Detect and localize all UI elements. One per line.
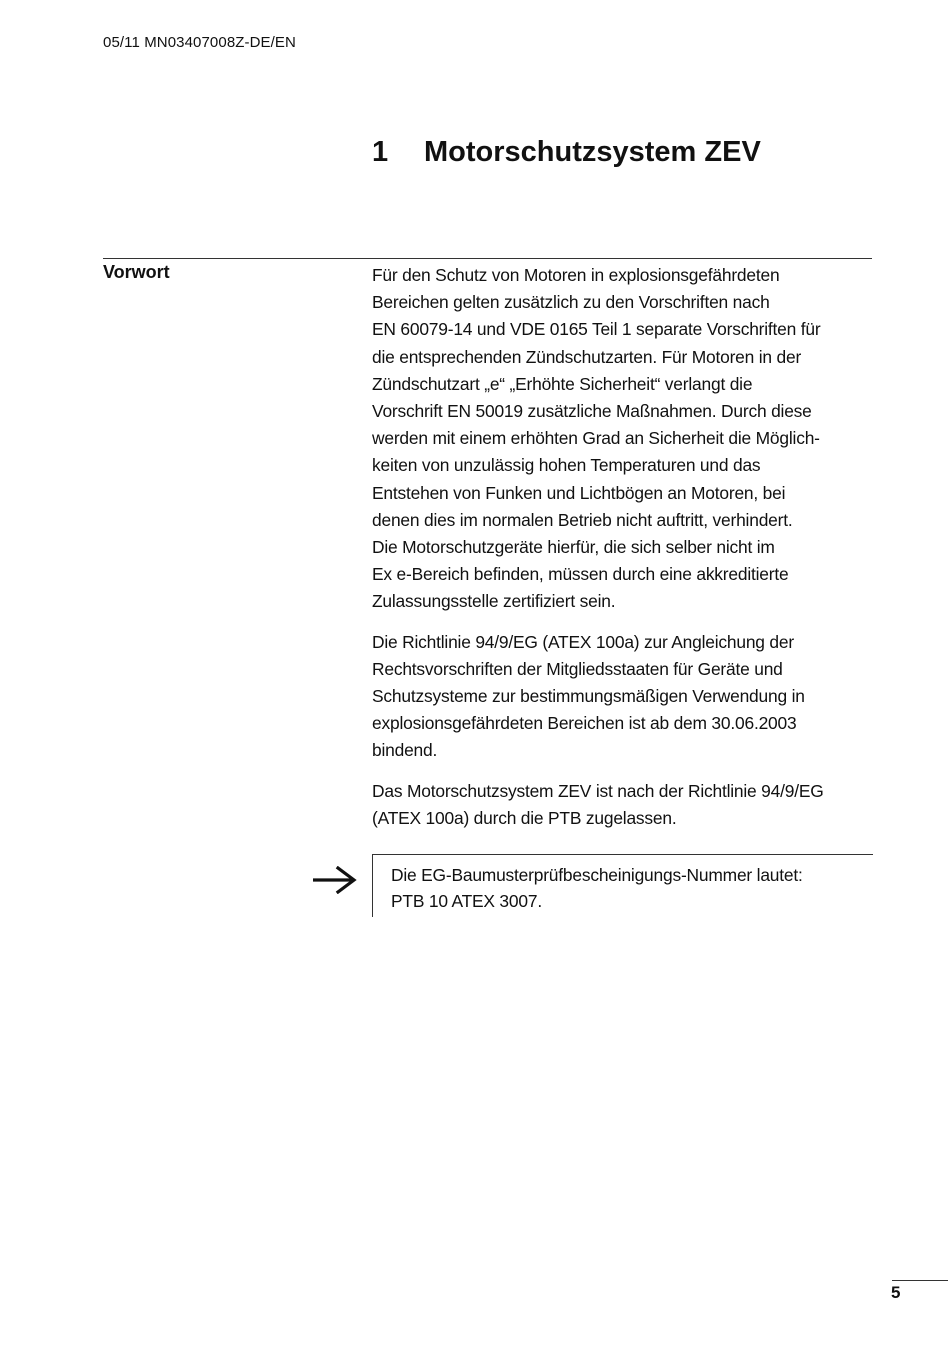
page-number-rule	[892, 1280, 948, 1281]
chapter-number: 1	[372, 136, 389, 168]
text-line: Bereichen gelten zusätzlich zu den Vorschriften nach	[372, 292, 770, 313]
chapter-title	[372, 136, 761, 169]
text-line: explosionsgefährdeten Bereichen ist ab dem 30.06.2003	[372, 713, 797, 734]
right-arrow-icon	[312, 866, 358, 894]
note-line: PTB 10 ATEX 3007.	[391, 891, 542, 911]
text-line: Entstehen von Funken und Lichtbögen an Motoren, bei	[372, 482, 786, 503]
document-reference: 05/11 MN03407008Z-DE/EN	[103, 34, 296, 51]
section-divider	[103, 258, 872, 259]
note-line: Die EG-Baumusterprüfbescheinigungs-Nummer lautet:	[391, 865, 803, 885]
text-line: Für den Schutz von Motoren in explosionsgefährdeten	[372, 265, 780, 285]
paragraph-3	[372, 778, 877, 832]
text-line: Zulassungsstelle zertifiziert sein.	[372, 591, 616, 612]
paragraph-1	[372, 262, 877, 616]
note-text	[391, 862, 803, 914]
text-line: bindend.	[372, 740, 438, 761]
text-line: Ex e-Bereich befinden, müssen durch eine akkreditierte	[372, 564, 789, 585]
text-line: Zündschutzart „e“ „Erhöhte Sicherheit“ verlangt die	[372, 373, 753, 394]
text-line: EN 60079-14 und VDE 0165 Teil 1 separate Vorschriften für	[372, 319, 821, 340]
chapter-title-text: Motorschutzsystem ZEV	[424, 136, 761, 168]
text-line: denen dies im normalen Betrieb nicht auftritt, verhindert.	[372, 509, 793, 530]
text-line: werden mit einem erhöhten Grad an Sicherheit die Möglich-	[372, 428, 820, 449]
page-number: 5	[891, 1283, 901, 1302]
text-line: die entsprechenden Zündschutzarten. Für Motoren in der	[372, 346, 802, 367]
text-line: Vorschrift EN 50019 zusätzliche Maßnahmen. Durch diese	[372, 401, 812, 422]
text-line: Rechtsvorschriften der Mitgliedsstaaten für Geräte und	[372, 658, 783, 679]
text-line: Die Richtlinie 94/9/EG (ATEX 100a) zur Angleichung der	[372, 631, 794, 652]
text-line: Schutzsysteme zur bestimmungsmäßigen Verwendung in	[372, 686, 805, 707]
text-line: keiten von unzulässig hohen Temperaturen und das	[372, 455, 761, 476]
text-line: (ATEX 100a) durch die PTB zugelassen.	[372, 807, 677, 828]
paragraph-2	[372, 629, 877, 765]
section-body	[372, 262, 877, 845]
section-heading: Vorwort	[103, 262, 170, 282]
text-line: Das Motorschutzsystem ZEV ist nach der Richtlinie 94/9/EG	[372, 780, 824, 801]
text-line: Die Motorschutzgeräte hierfür, die sich selber nicht im	[372, 537, 775, 558]
